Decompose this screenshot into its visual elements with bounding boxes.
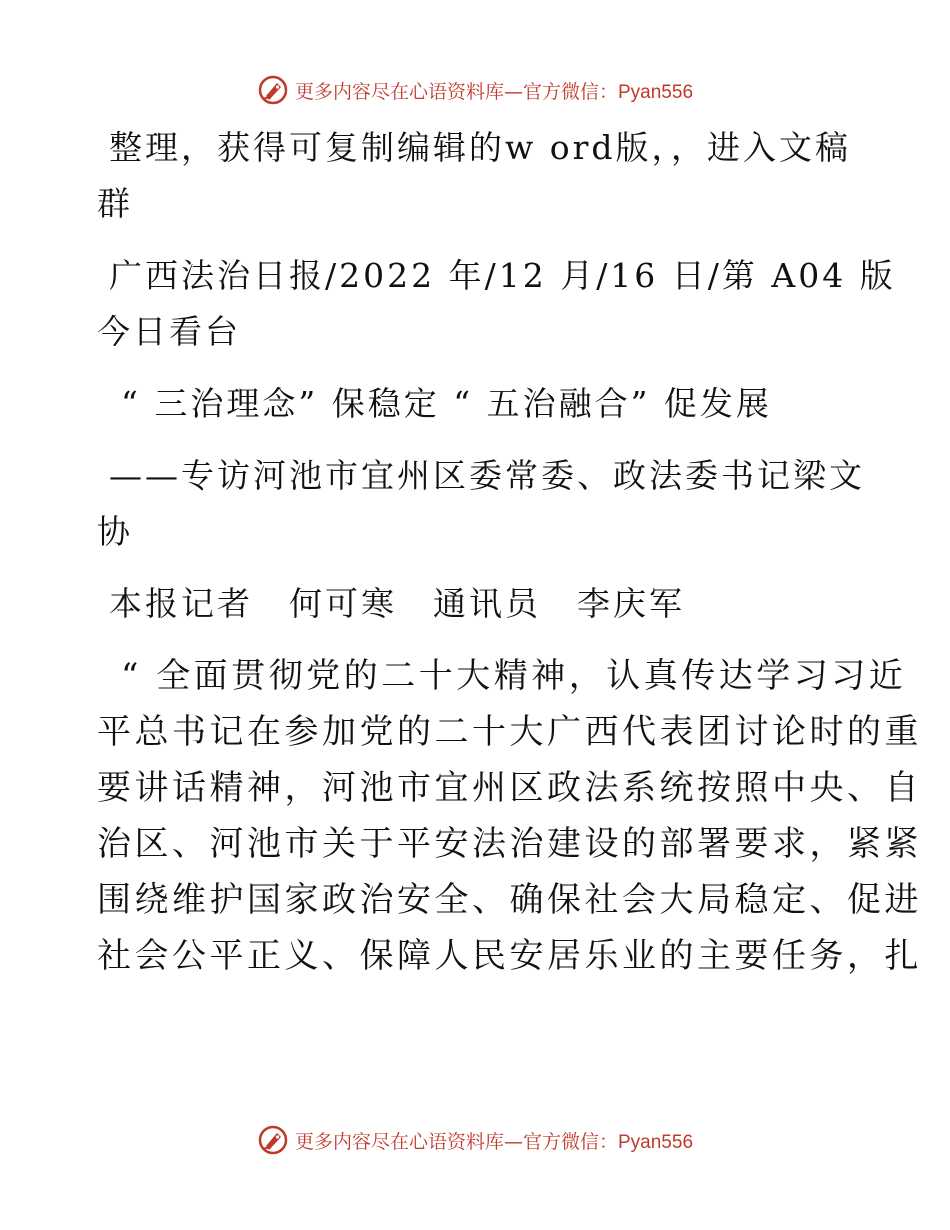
- watermark-text: [295, 1127, 693, 1154]
- paragraph-gap: [97, 232, 857, 248]
- watermark-title: 更多内容尽在心语资料库: [294, 1130, 504, 1153]
- source-line: 广西法治日报/2022 年/12 月/16 日/第 A04 版: [109, 256, 896, 295]
- footer-watermark: [0, 1120, 950, 1160]
- paragraph-gap: [97, 632, 857, 648]
- pen-nib-circle-icon: [257, 1124, 289, 1156]
- document-body: [97, 120, 922, 984]
- body-line: 围绕维护国家政治安全、确保社会大局稳定、促进: [97, 880, 922, 920]
- body-line: 治区、河池市关于平安法治建设的部署要求，紧紧: [97, 824, 922, 864]
- paragraph-gap: [97, 560, 857, 576]
- byline: 本报记者 何可寒 通讯员 李庆军: [109, 584, 685, 623]
- watermark-dash: —: [503, 80, 523, 103]
- source-line-continued: 今日看台: [97, 312, 241, 351]
- watermark-wechat-id: Pyan556: [618, 81, 694, 103]
- pen-nib-circle-icon: [257, 74, 289, 106]
- body-line: 社会公平正义、保障人民安居乐业的主要任务，扎: [97, 936, 922, 976]
- watermark-wechat-id: Pyan556: [618, 1131, 694, 1153]
- watermark-text: [295, 77, 693, 104]
- body-line: 平总书记在参加党的二十大广西代表团讨论时的重: [97, 712, 922, 752]
- header-watermark: [0, 70, 950, 110]
- body-line: “ 全面贯彻党的二十大精神，认真传达学习习近: [121, 656, 907, 696]
- intro-line: 整理，获得可复制编辑的w ord版，，进入文稿: [109, 128, 852, 167]
- body-line: 要讲话精神，河池市宜州区政法系统按照中央、自: [97, 768, 922, 808]
- subtitle-line-continued: 协: [97, 512, 133, 551]
- intro-line-continued: 群: [97, 184, 133, 223]
- watermark-dash: —: [503, 1130, 523, 1153]
- watermark-wechat-label: 官方微信：: [522, 80, 618, 103]
- subtitle-line: ——专访河池市宜州区委常委、政法委书记梁文: [109, 456, 865, 495]
- headline: “ 三治理念” 保稳定 “ 五治融合” 促发展: [121, 384, 772, 423]
- paragraph-gap: [97, 360, 857, 376]
- watermark-title: 更多内容尽在心语资料库: [294, 80, 504, 103]
- paragraph-gap: [97, 432, 857, 448]
- watermark-wechat-label: 官方微信：: [522, 1130, 618, 1153]
